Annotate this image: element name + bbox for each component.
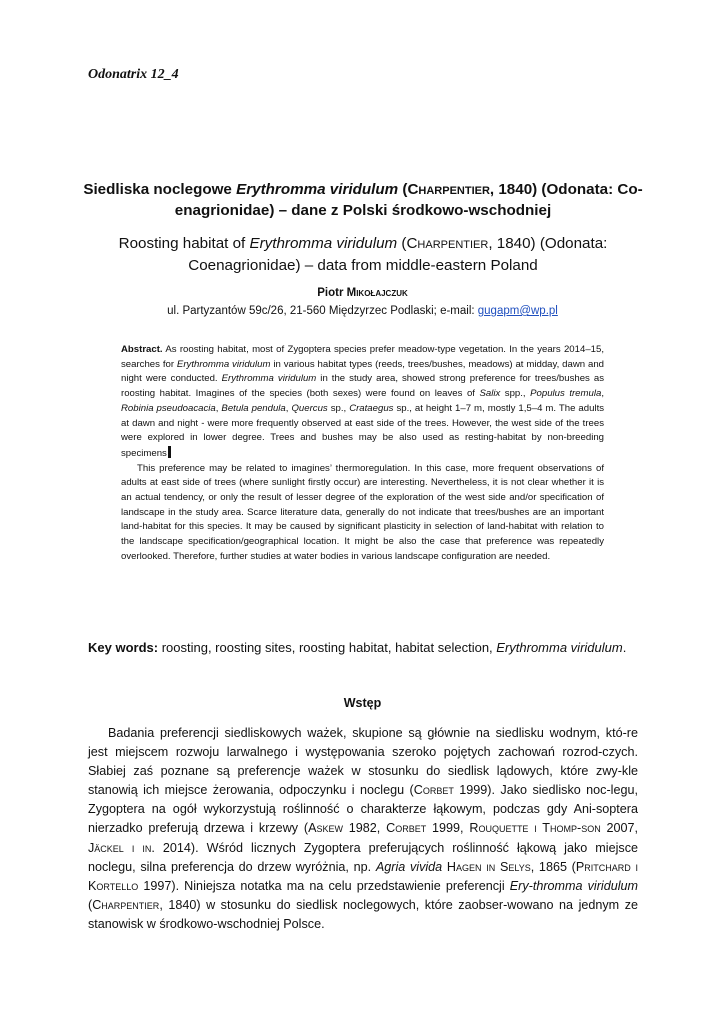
keywords-label: Key words:: [88, 640, 159, 655]
title-en-text-3: , 1840) (Odonata: Coenagrionidae) – data from middle-eastern Poland: [188, 235, 608, 274]
intro-text: 2007,: [600, 821, 639, 836]
citation-author: Rouquette i Thomp-son: [469, 821, 601, 836]
intro-text: . 2014). Wśród licznych Zygoptera preferujących roślinność łąkową jako miejsce noclegu, silna preferencja do drzew wyróżnia, np.: [88, 840, 638, 874]
title-pl-text-3: , 1840) (Odonata: Co-enagrionidae) – dane z Polski środkowo-wschodniej: [174, 181, 643, 219]
abstract-text: sp.,: [327, 402, 350, 414]
abstract-text: in the study area, showed strong preference for trees/bushes as roosting habitat. Imagines of the species (both sexes) were found on leaves of: [121, 373, 604, 400]
abstract-text: spp.,: [500, 388, 531, 400]
species-name: Populus tremula: [530, 388, 602, 400]
keywords-text: roosting, roosting sites, roosting habitat, habitat selection,: [158, 640, 497, 655]
citation-author: Hagen in Selys: [446, 859, 531, 874]
citation-author: Corbet: [413, 783, 454, 798]
intro-text: , 1840) w stosunku do siedlisk noclegowych, które zaobser-wowano na jednym ze stanowisk w środkowo-wschodniej Polsce.: [88, 897, 638, 931]
abstract: [121, 343, 604, 565]
intro-text: Badania preferencji siedliskowych ważek, skupione są głównie na siedlisku wodnym, któ-re jest miejscem rozwoju larwalnego i występowania szeroko pojętych zachowań rozrod-czych. Słabiej zaś poznane są preferencje ważek w stosunku do siedlisk lądowych, które zwy-kle stanowią ich miejsce żerowania, odpoczynku i noclegu (: [88, 726, 638, 798]
author-first-name: Piotr: [317, 287, 347, 299]
intro-text: , 1865 (: [530, 859, 576, 874]
species-name: Erythromma viridulum: [221, 373, 317, 385]
citation-author: Pritchard i Kortello: [88, 859, 638, 893]
section-heading: Wstęp: [343, 696, 382, 710]
email-link[interactable]: gugapm@wp.pl: [477, 305, 558, 317]
species-name: Erythromma viridulum: [176, 358, 271, 370]
keywords: [88, 638, 638, 658]
author-address: [0, 305, 725, 317]
intro-text: 1982,: [342, 821, 387, 836]
abstract-text: sp., at height 1–7 m, mostly 1,5–4 m. The adults at dawn and night - were more frequently observed at east side of the trees. However, the west side of the trees were explored in lower degree. Trees and bushes may be also used as resting-habitat by non-breeding specimens: [121, 402, 605, 459]
journal-header: Odonatrix 12_4: [88, 67, 179, 82]
title-en-species: Erythromma viridulum: [249, 235, 398, 252]
keywords-end: .: [622, 640, 627, 655]
title-pl-text-1: Siedliska noclegowe: [83, 181, 237, 198]
species-name: Quercus: [291, 402, 328, 414]
species-name: Salix: [479, 388, 501, 400]
title-en-text-2: (: [397, 235, 407, 252]
citation-author: Corbet: [386, 821, 427, 836]
species-name: Agria vivida: [375, 859, 443, 874]
introduction-text: [88, 724, 638, 934]
abstract-text: in various habitat types (reeds, trees/bushes, meadows) at midday, dawn and night were conducted.: [121, 358, 604, 385]
intro-text: 1999). Jako siedlisko noc-legu, Zygoptera na ogół wykorzystują roślinność o charakterze łąkowym, podczas gdy Ani-soptera nierzadko preferują drzewa i krzewy (: [88, 783, 638, 836]
author-name: [0, 287, 725, 299]
author-last-name: Mikołajczuk: [346, 287, 408, 299]
title-pl-species: Erythromma viridulum: [236, 181, 399, 198]
text-cursor: [168, 446, 171, 458]
abstract-label: Abstract.: [121, 344, 163, 355]
species-name: Crataegus: [349, 402, 394, 414]
citation-author: Charpentier: [92, 897, 160, 912]
intro-text: (: [88, 897, 93, 912]
title-pl-text-2: (: [398, 181, 408, 198]
abstract-paragraph-1: [121, 343, 604, 462]
address-text: ul. Partyzantów 59c/26, 21-560 Międzyrzec Podlaski; e-mail:: [167, 305, 478, 317]
title-english: [86, 233, 640, 277]
intro-text: 1997). Niniejsza notatka ma na celu przedstawienie preferencji: [138, 878, 510, 893]
abstract-text: ,: [601, 388, 604, 400]
abstract-paragraph-2: This preference may be related to imagines’ thermoregulation. In this case, more frequent observations of adults at east side of trees (where sunlight firstly occur) are interesting. Nevertheless, it is not clear whether it is an actual tendency, or only the result of lesser degree of the exploration of the west side and/or specification of landscape in the study area. Scarce literature data, generally do not indicate that trees/bushes are an important land-habitat for this species. It may be caused by significant plasticity in selection of land-habitat with relation to the landscape specification/geographical location. It might be also the case that preference was repeatedly overlooked. Therefore, further studies at water bodies in various landscape configuration are needed.: [121, 462, 604, 562]
abstract-text: As roosting habitat, most of Zygoptera species prefer meadow-type vegetation. In the years 2014–15, searches for: [121, 344, 604, 370]
title-en-text-1: Roosting habitat of: [118, 235, 250, 252]
citation-author: Askew: [308, 821, 343, 836]
species-name: Robinia pseudoacacia: [121, 402, 216, 414]
citation-author: Jäckel i in: [88, 840, 152, 855]
intro-text: 1999,: [426, 821, 470, 836]
species-name: Ery-thromma viridulum: [509, 878, 638, 893]
abstract-text: ,: [285, 402, 292, 414]
title-pl-author: Charpentier: [407, 181, 490, 198]
title-en-author: Charpentier: [406, 235, 489, 252]
keywords-species: Erythromma viridulum: [496, 640, 623, 655]
intro-paragraph: [88, 724, 638, 934]
title-polish: [80, 179, 646, 221]
species-name: Betula pendula: [221, 402, 286, 414]
abstract-text: ,: [215, 402, 222, 414]
